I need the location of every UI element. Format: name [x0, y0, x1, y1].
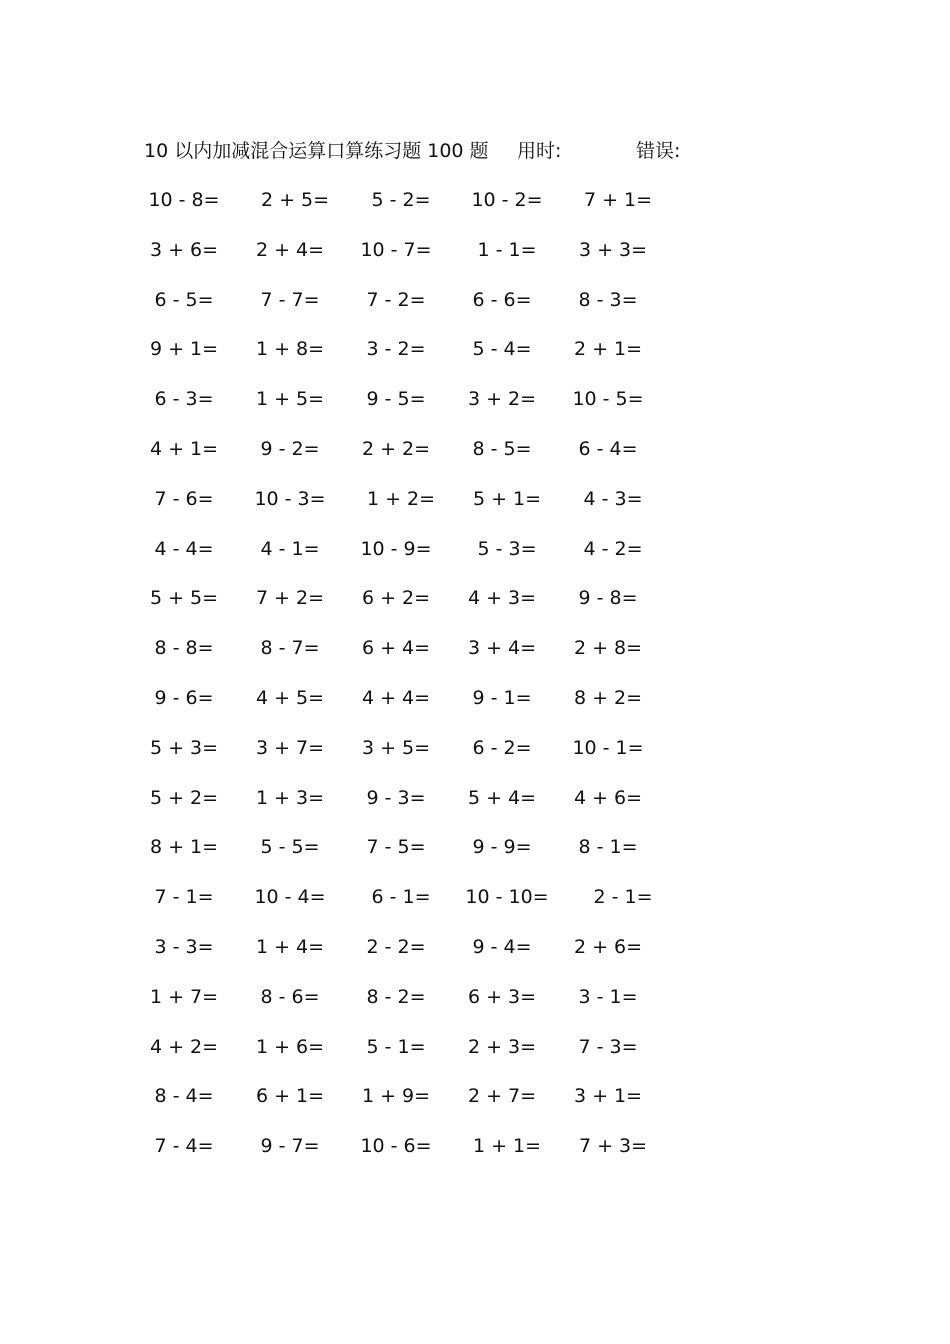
arithmetic-problem: 4 - 2= [583, 538, 643, 560]
problem-row [0, 1032, 950, 1062]
arithmetic-problem: 7 - 6= [154, 488, 214, 510]
arithmetic-problem: 10 - 10= [465, 886, 549, 908]
arithmetic-problem: 8 - 7= [260, 637, 320, 659]
worksheet-title: 10 以内加减混合运算口算练习题 100 题 [144, 140, 489, 162]
arithmetic-problem: 5 + 1= [472, 488, 542, 510]
arithmetic-problem: 6 + 4= [361, 637, 431, 659]
arithmetic-problem: 9 - 7= [260, 1135, 320, 1157]
arithmetic-problem: 6 - 1= [371, 886, 431, 908]
arithmetic-problem: 3 + 7= [255, 737, 325, 759]
arithmetic-problem: 6 - 6= [472, 289, 532, 311]
arithmetic-problem: 4 + 4= [361, 687, 431, 709]
problem-row [0, 334, 950, 364]
arithmetic-problem: 6 + 2= [361, 587, 431, 609]
arithmetic-problem: 8 - 3= [578, 289, 638, 311]
arithmetic-problem: 6 - 3= [154, 388, 214, 410]
problem-row [0, 683, 950, 713]
arithmetic-problem: 6 - 4= [578, 438, 638, 460]
arithmetic-problem: 2 + 4= [255, 239, 325, 261]
arithmetic-problem: 3 + 5= [361, 737, 431, 759]
arithmetic-problem: 6 + 3= [467, 986, 537, 1008]
arithmetic-problem: 5 + 4= [467, 787, 537, 809]
arithmetic-problem: 1 + 7= [149, 986, 219, 1008]
arithmetic-problem: 9 - 2= [260, 438, 320, 460]
problem-row [0, 783, 950, 813]
arithmetic-problem: 9 - 3= [366, 787, 426, 809]
arithmetic-problem: 5 - 3= [477, 538, 537, 560]
arithmetic-problem: 9 - 8= [578, 587, 638, 609]
arithmetic-problem: 1 + 5= [255, 388, 325, 410]
problem-row [0, 832, 950, 862]
arithmetic-problem: 5 - 2= [371, 189, 431, 211]
arithmetic-problem: 5 + 5= [149, 587, 219, 609]
arithmetic-problem: 10 - 9= [360, 538, 432, 560]
arithmetic-problem: 10 - 4= [254, 886, 326, 908]
problem-row [0, 733, 950, 763]
arithmetic-problem: 6 - 5= [154, 289, 214, 311]
arithmetic-problem: 8 - 5= [472, 438, 532, 460]
arithmetic-problem: 7 - 4= [154, 1135, 214, 1157]
arithmetic-problem: 4 - 3= [583, 488, 643, 510]
arithmetic-problem: 10 - 2= [471, 189, 543, 211]
problem-row [0, 1081, 950, 1111]
arithmetic-problem: 2 + 7= [467, 1085, 537, 1107]
arithmetic-problem: 3 + 2= [467, 388, 537, 410]
arithmetic-problem: 7 + 1= [583, 189, 653, 211]
arithmetic-problem: 4 + 2= [149, 1036, 219, 1058]
arithmetic-problem: 6 - 2= [472, 737, 532, 759]
problem-row [0, 484, 950, 514]
arithmetic-problem: 2 + 2= [361, 438, 431, 460]
time-used-label: 用时: [517, 140, 562, 162]
arithmetic-problem: 7 - 7= [260, 289, 320, 311]
arithmetic-problem: 9 + 1= [149, 338, 219, 360]
arithmetic-problem: 10 - 6= [360, 1135, 432, 1157]
arithmetic-problem: 1 - 1= [477, 239, 537, 261]
arithmetic-problem: 4 - 4= [154, 538, 214, 560]
arithmetic-problem: 1 + 2= [366, 488, 436, 510]
arithmetic-problem: 1 + 3= [255, 787, 325, 809]
arithmetic-problem: 3 + 4= [467, 637, 537, 659]
arithmetic-problem: 2 + 5= [260, 189, 330, 211]
problem-row [0, 982, 950, 1012]
arithmetic-problem: 7 - 3= [578, 1036, 638, 1058]
arithmetic-problem: 1 + 1= [472, 1135, 542, 1157]
problem-row [0, 434, 950, 464]
arithmetic-problem: 3 - 2= [366, 338, 426, 360]
arithmetic-problem: 9 - 1= [472, 687, 532, 709]
arithmetic-problem: 4 + 1= [149, 438, 219, 460]
arithmetic-problem: 8 + 1= [149, 836, 219, 858]
problem-row [0, 882, 950, 912]
arithmetic-problem: 1 + 8= [255, 338, 325, 360]
problem-row [0, 633, 950, 663]
arithmetic-problem: 5 - 5= [260, 836, 320, 858]
arithmetic-problem: 10 - 1= [572, 737, 644, 759]
arithmetic-problem: 9 - 4= [472, 936, 532, 958]
arithmetic-problem: 1 + 4= [255, 936, 325, 958]
arithmetic-problem: 8 + 2= [573, 687, 643, 709]
errors-label: 错误: [636, 140, 681, 162]
arithmetic-problem: 10 - 5= [572, 388, 644, 410]
arithmetic-problem: 1 + 6= [255, 1036, 325, 1058]
arithmetic-problem: 2 - 1= [593, 886, 653, 908]
arithmetic-problem: 8 - 4= [154, 1085, 214, 1107]
arithmetic-problem: 7 + 2= [255, 587, 325, 609]
arithmetic-problem: 2 + 6= [573, 936, 643, 958]
problem-row [0, 1131, 950, 1161]
arithmetic-problem: 3 + 1= [573, 1085, 643, 1107]
arithmetic-problem: 9 - 9= [472, 836, 532, 858]
arithmetic-problem: 2 + 1= [573, 338, 643, 360]
arithmetic-problem: 8 - 1= [578, 836, 638, 858]
problem-row [0, 932, 950, 962]
arithmetic-problem: 4 + 5= [255, 687, 325, 709]
arithmetic-problem: 7 - 2= [366, 289, 426, 311]
arithmetic-problem: 3 - 1= [578, 986, 638, 1008]
arithmetic-problem: 7 - 1= [154, 886, 214, 908]
arithmetic-problem: 4 + 3= [467, 587, 537, 609]
arithmetic-problem: 8 - 8= [154, 637, 214, 659]
problem-row [0, 185, 950, 215]
arithmetic-problem: 6 + 1= [255, 1085, 325, 1107]
arithmetic-problem: 8 - 6= [260, 986, 320, 1008]
arithmetic-problem: 2 + 8= [573, 637, 643, 659]
arithmetic-problem: 3 - 3= [154, 936, 214, 958]
arithmetic-problem: 9 - 5= [366, 388, 426, 410]
problem-row [0, 534, 950, 564]
arithmetic-problem: 10 - 8= [148, 189, 220, 211]
arithmetic-problem: 1 + 9= [361, 1085, 431, 1107]
arithmetic-problem: 9 - 6= [154, 687, 214, 709]
arithmetic-problem: 4 - 1= [260, 538, 320, 560]
arithmetic-problem: 2 + 3= [467, 1036, 537, 1058]
arithmetic-problem: 3 + 6= [149, 239, 219, 261]
arithmetic-problem: 4 + 6= [573, 787, 643, 809]
arithmetic-problem: 5 - 1= [366, 1036, 426, 1058]
arithmetic-problem: 8 - 2= [366, 986, 426, 1008]
arithmetic-problem: 10 - 7= [360, 239, 432, 261]
arithmetic-problem: 10 - 3= [254, 488, 326, 510]
arithmetic-problem: 7 + 3= [578, 1135, 648, 1157]
arithmetic-problem: 7 - 5= [366, 836, 426, 858]
problem-row [0, 235, 950, 265]
arithmetic-problem: 5 + 2= [149, 787, 219, 809]
problem-row [0, 285, 950, 315]
arithmetic-problem: 2 - 2= [366, 936, 426, 958]
problem-row [0, 583, 950, 613]
arithmetic-problem: 5 - 4= [472, 338, 532, 360]
problem-row [0, 384, 950, 414]
arithmetic-problem: 3 + 3= [578, 239, 648, 261]
arithmetic-problem: 5 + 3= [149, 737, 219, 759]
